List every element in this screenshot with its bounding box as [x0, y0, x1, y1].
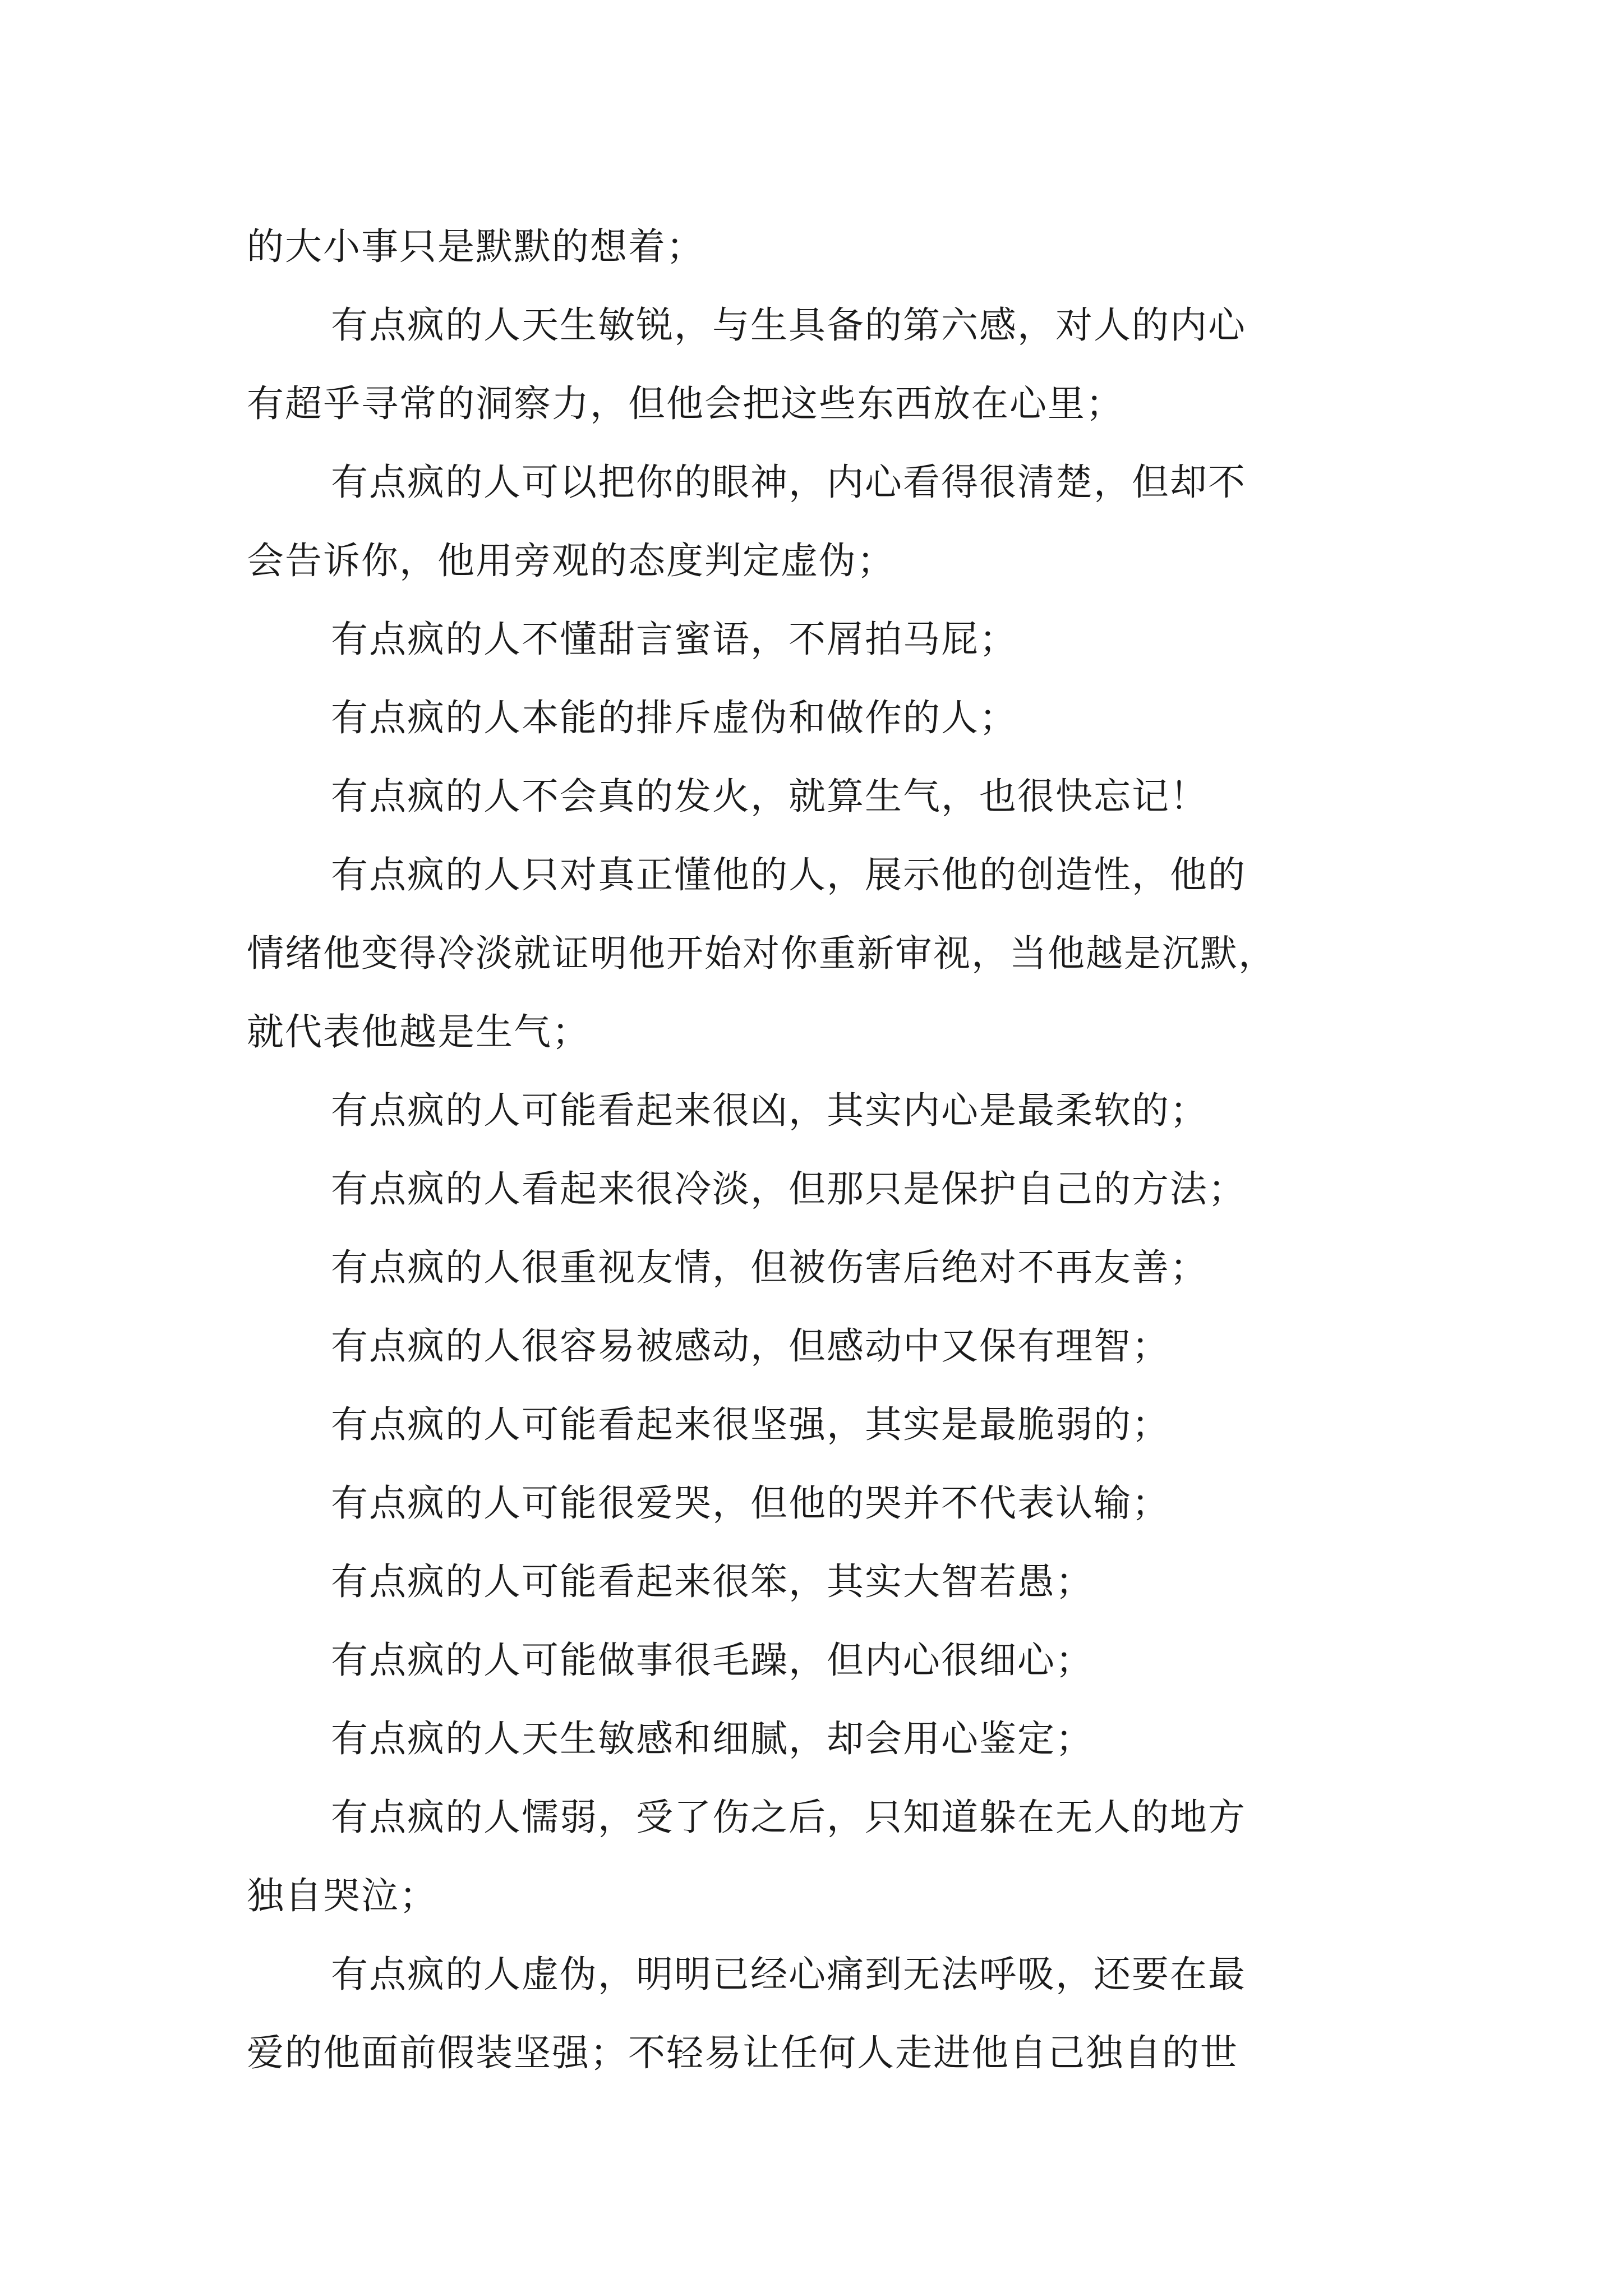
text-line: 有点疯的人懦弱，受了伤之后，只知道躲在无人的地方 [331, 1796, 1246, 1839]
text-line: 有点疯的人可能看起来很凶，其实内心是最柔软的； [331, 1089, 1208, 1132]
text-line: 会告诉你，他用旁观的态度判定虚伪； [247, 539, 895, 582]
text-line: 有点疯的人本能的排斥虚伪和做作的人； [331, 696, 1017, 739]
text-line: 有点疯的人天生敏感和细腻，却会用心鉴定； [331, 1717, 1094, 1760]
text-line: 有超乎寻常的洞察力，但他会把这些东西放在心里； [247, 382, 1124, 425]
text-line: 有点疯的人可以把你的眼神，内心看得很清楚，但却不 [331, 461, 1246, 504]
text-line: 独自哭泣； [247, 1874, 437, 1917]
text-line: 有点疯的人天生敏锐，与生具备的第六感，对人的内心 [331, 303, 1246, 347]
text-line: 爱的他面前假装坚强；不轻易让任何人走进他自己独自的世 [247, 2031, 1238, 2074]
text-line: 有点疯的人虚伪，明明已经心痛到无法呼吸，还要在最 [331, 1953, 1246, 1996]
text-line: 情绪他变得冷淡就证明他开始对你重新审视，当他越是沉默， [247, 932, 1276, 975]
text-line: 的大小事只是默默的想着； [247, 225, 704, 268]
text-line: 有点疯的人可能看起来很笨，其实大智若愚； [331, 1560, 1094, 1603]
document-body [247, 208, 1391, 2092]
text-line: 有点疯的人可能看起来很坚强，其实是最脆弱的； [331, 1403, 1170, 1446]
text-line: 有点疯的人很重视友情，但被伤害后绝对不再友善； [331, 1246, 1208, 1289]
text-line: 有点疯的人可能很爱哭，但他的哭并不代表认输； [331, 1481, 1170, 1525]
text-line: 有点疯的人只对真正懂他的人，展示他的创造性，他的 [331, 853, 1246, 896]
text-line: 就代表他越是生气； [247, 1010, 590, 1053]
text-line: 有点疯的人不会真的发火，就算生气，也很快忘记！ [331, 775, 1208, 818]
text-line: 有点疯的人看起来很冷淡，但那只是保护自己的方法； [331, 1167, 1246, 1211]
text-line: 有点疯的人不懂甜言蜜语，不屑拍马屁； [331, 618, 1017, 661]
text-line: 有点疯的人很容易被感动，但感动中又保有理智； [331, 1324, 1170, 1368]
text-line: 有点疯的人可能做事很毛躁，但内心很细心； [331, 1639, 1094, 1682]
